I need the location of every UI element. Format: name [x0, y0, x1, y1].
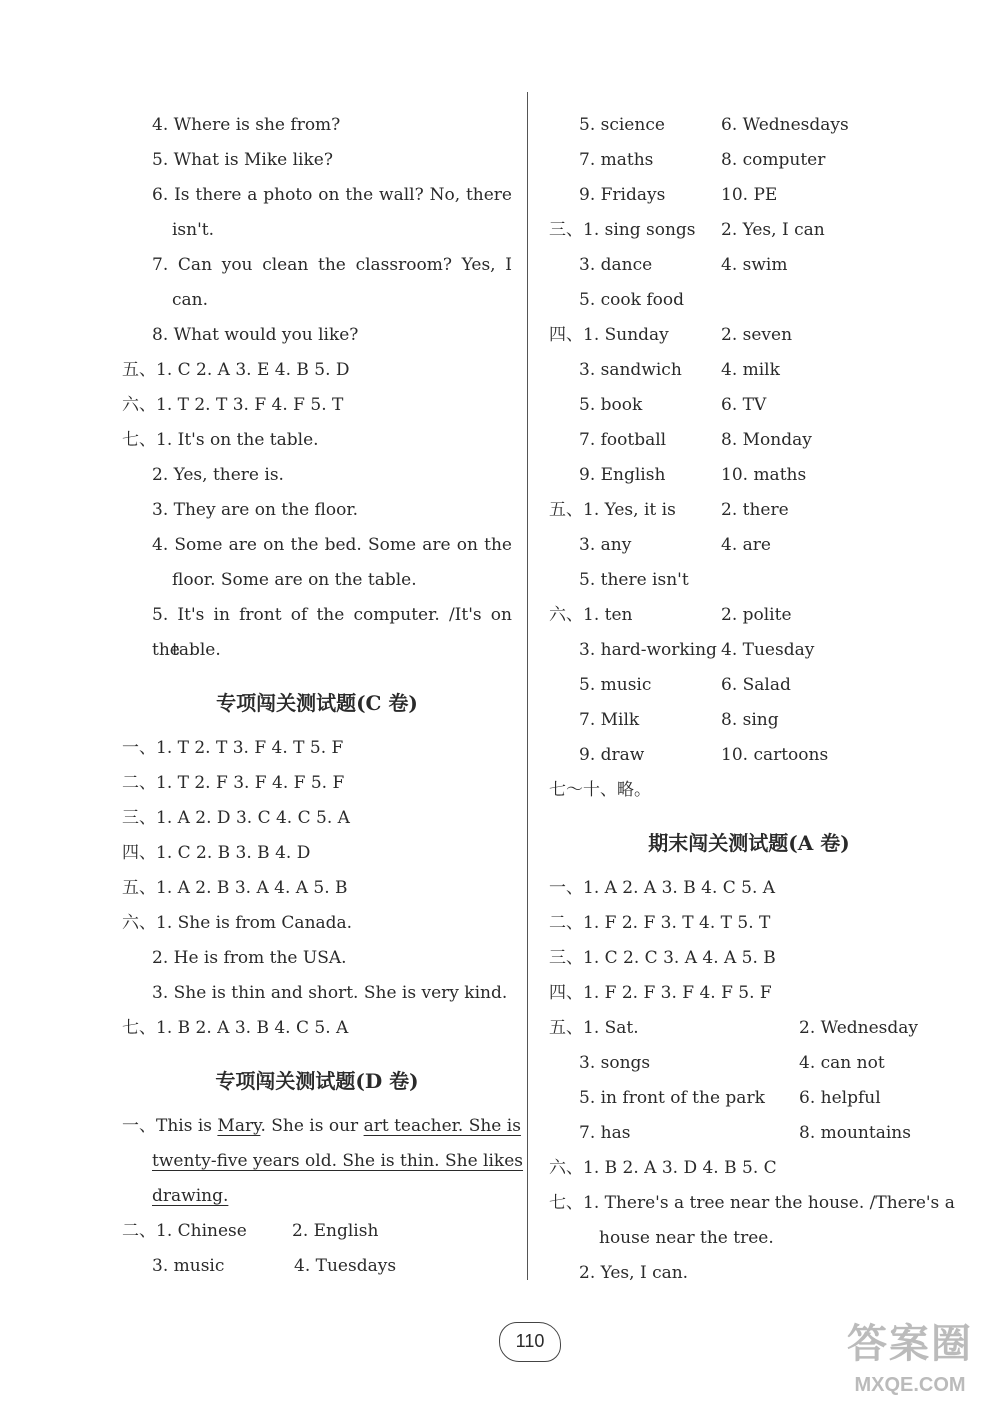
answer-cell: 4. swim	[721, 255, 788, 275]
section-heading-d: 专项闯关测试题(D 卷)	[215, 1069, 419, 1093]
answer-line: 六、1. T 2. T 3. F 4. F 5. T	[122, 395, 344, 415]
answer-line: 3. They are on the floor.	[152, 500, 359, 520]
answer-row	[549, 143, 949, 178]
answer-cell: 4. Tuesday	[721, 640, 815, 660]
answer-cell: 2. polite	[721, 605, 792, 625]
answer-cell: 2. there	[721, 500, 789, 520]
answer-line: can.	[172, 290, 209, 310]
answer-cell: 3. sandwich	[579, 360, 682, 380]
answer-cell: 8. Monday	[721, 430, 812, 450]
answer-line: 五、1. C 2. A 3. E 4. B 5. D	[122, 360, 350, 380]
answer-cell: 6. Salad	[721, 675, 791, 695]
answer-line: table.	[172, 640, 221, 660]
column-divider	[527, 92, 528, 1280]
answer-cell: 4. can not	[799, 1053, 885, 1073]
d1-prefix: 一、This is	[122, 1116, 218, 1136]
answer-cell: 8. computer	[721, 150, 826, 170]
answer-cell: 8. mountains	[799, 1123, 911, 1143]
answer-row	[549, 738, 949, 773]
answer-line: 七～十、略。	[549, 780, 651, 800]
watermark-text: 答案圈	[847, 1322, 973, 1366]
answer-line-d1	[122, 1109, 521, 1144]
answer-row	[549, 213, 949, 248]
answer-row	[549, 1081, 949, 1116]
answer-line: 5. What is Mike like?	[152, 150, 333, 170]
answer-line: 三、1. A 2. D 3. C 4. C 5. A	[122, 808, 350, 828]
answer-row	[549, 423, 949, 458]
answer-row	[549, 283, 949, 318]
answer-line: 二、1. T 2. F 3. F 4. F 5. F	[122, 773, 345, 793]
answer-line: 七、1. B 2. A 3. B 4. C 5. A	[122, 1018, 349, 1038]
answer-cell: 6. helpful	[799, 1088, 881, 1108]
answer-cell: 2. Yes, I can	[721, 220, 825, 240]
answer-row	[549, 1046, 949, 1081]
answer-cell: 5. science	[579, 115, 665, 135]
left-column	[122, 108, 524, 1284]
answer-cell: 5. there isn't	[579, 570, 689, 590]
answer-cell: 3. dance	[579, 255, 653, 275]
answer-cell: 9. draw	[579, 745, 645, 765]
answer-cell: 9. English	[579, 465, 666, 485]
answer-cell: 9. Fridays	[579, 185, 666, 205]
answer-row	[549, 493, 949, 528]
answer-line: 2. Yes, there is.	[152, 465, 284, 485]
answer-cell: 四、1. Sunday	[549, 325, 669, 345]
answer-row	[549, 668, 949, 703]
answer-cell: 10. maths	[721, 465, 807, 485]
section-heading-final: 期末闯关测试题(A 卷)	[648, 831, 850, 855]
answer-row	[549, 1116, 949, 1151]
answer-line: 2. Yes, I can.	[579, 1263, 689, 1283]
answer-line: 6. Is there a photo on the wall? No, there	[152, 185, 512, 205]
answer-row	[549, 633, 949, 668]
d1-underlined-line3: drawing.	[152, 1186, 229, 1206]
answer-row	[549, 458, 949, 493]
answer-line: 2. He is from the USA.	[152, 948, 347, 968]
answer-cell: 7. Milk	[579, 710, 640, 730]
answer-cell: 六、1. ten	[549, 605, 633, 625]
answer-cell: 4. are	[721, 535, 771, 555]
answer-cell: 二、1. Chinese	[122, 1221, 247, 1241]
answer-line: 五、1. A 2. B 3. A 4. A 5. B	[122, 878, 348, 898]
final-answer-grid	[549, 1011, 949, 1151]
answer-cell: 5. cook food	[579, 290, 684, 310]
answer-cell: 10. PE	[721, 185, 778, 205]
answer-line: 3. She is thin and short. She is very kind.	[152, 983, 508, 1003]
answer-line: 4. Where is she from?	[152, 115, 341, 135]
answer-cell: 五、1. Sat.	[549, 1018, 639, 1038]
d1-underlined-art: art teacher. She is	[363, 1116, 521, 1136]
answer-row	[549, 528, 949, 563]
answer-line: floor. Some are on the table.	[172, 570, 417, 590]
answer-cell: 7. has	[579, 1123, 631, 1143]
answer-cell: 7. maths	[579, 150, 654, 170]
answer-cell: 三、1. sing songs	[549, 220, 696, 240]
answer-line-d1-cont	[122, 1179, 512, 1214]
answer-line: 二、1. F 2. F 3. T 4. T 5. T	[549, 913, 771, 933]
answer-cell: 3. songs	[579, 1053, 651, 1073]
section-heading-c: 专项闯关测试题(C 卷)	[216, 691, 418, 715]
answer-line: house near the tree.	[599, 1228, 774, 1248]
answer-cell: 4. milk	[721, 360, 780, 380]
watermark-logo	[830, 1318, 990, 1413]
answer-row	[549, 353, 949, 388]
answer-cell: 8. sing	[721, 710, 779, 730]
watermark-url: MXQE.COM	[854, 1374, 966, 1396]
answer-row	[549, 248, 949, 283]
d1-underlined-line2: twenty-five years old. She is thin. She likes	[152, 1151, 524, 1171]
answer-row	[549, 1011, 949, 1046]
answer-cell: 3. hard-working	[579, 640, 717, 660]
answer-row	[549, 178, 949, 213]
answer-line: isn't.	[172, 220, 215, 240]
answer-row	[549, 563, 949, 598]
answer-row	[549, 108, 949, 143]
answer-line: 一、1. T 2. T 3. F 4. T 5. F	[122, 738, 344, 758]
answer-line: 六、1. B 2. A 3. D 4. B 5. C	[549, 1158, 777, 1178]
answer-cell: 10. cartoons	[721, 745, 829, 765]
answer-cell: 4. Tuesdays	[294, 1256, 397, 1276]
answer-line: 七、1. There's a tree near the house. /There's a	[549, 1193, 955, 1213]
answer-cell: 2. seven	[721, 325, 793, 345]
answer-row	[549, 318, 949, 353]
answer-cell: 5. book	[579, 395, 643, 415]
answer-cell: 2. English	[292, 1221, 379, 1241]
answer-cell: 五、1. Yes, it is	[549, 500, 676, 520]
answer-line: 三、1. C 2. C 3. A 4. A 5. B	[549, 948, 776, 968]
answer-line: 5. It's in front of the computer. /It's on the	[152, 605, 512, 660]
answer-row	[549, 598, 949, 633]
answer-line: 六、1. She is from Canada.	[122, 913, 353, 933]
d1-mid: . She is our	[260, 1116, 364, 1136]
answer-row	[549, 703, 949, 738]
answer-cell: 7. football	[579, 430, 667, 450]
answer-line-d1-cont	[122, 1144, 524, 1179]
answer-cell: 5. music	[579, 675, 652, 695]
right-answer-grid	[549, 108, 949, 773]
page-number: 110	[499, 1322, 561, 1362]
answer-cell: 6. TV	[721, 395, 767, 415]
answer-line: 四、1. C 2. B 3. B 4. D	[122, 843, 311, 863]
answer-line: 四、1. F 2. F 3. F 4. F 5. F	[549, 983, 772, 1003]
answer-cell: 3. any	[579, 535, 632, 555]
answer-row	[549, 388, 949, 423]
answer-cell: 3. music	[152, 1256, 225, 1276]
d1-underlined-mary: Mary	[217, 1116, 261, 1136]
answer-cell: 2. Wednesday	[799, 1018, 919, 1038]
answer-line: 一、1. A 2. A 3. B 4. C 5. A	[549, 878, 776, 898]
answer-line: 7. Can you clean the classroom? Yes, I	[152, 255, 512, 275]
answer-row	[122, 1214, 512, 1249]
answer-line: 8. What would you like?	[152, 325, 359, 345]
answer-line: 七、1. It's on the table.	[122, 430, 319, 450]
answer-cell: 5. in front of the park	[579, 1088, 765, 1108]
answer-row	[122, 1249, 512, 1284]
answer-line: 4. Some are on the bed. Some are on the	[152, 535, 512, 555]
answer-cell: 6. Wednesdays	[721, 115, 849, 135]
right-column	[549, 108, 955, 1291]
